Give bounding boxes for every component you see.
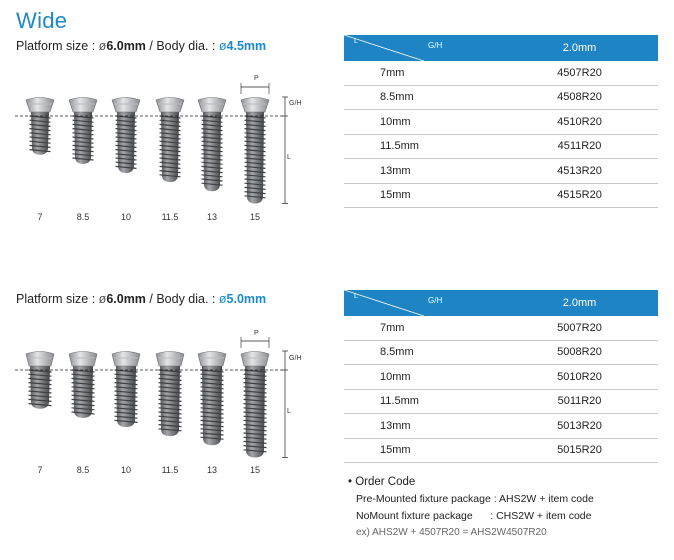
table-row	[344, 365, 658, 390]
implant-fixture	[241, 352, 269, 458]
dim-label-l: L	[287, 408, 291, 415]
fixture-illustration	[0, 72, 320, 212]
fixture-illustration	[0, 326, 320, 466]
fixture-length-label: 7	[37, 212, 43, 222]
table-row	[344, 183, 658, 208]
dim-label-gh: G/H	[289, 355, 302, 362]
spec-table-2	[344, 290, 658, 463]
fixture-length-label: 15	[249, 465, 260, 475]
body-label: Body dia. :	[156, 39, 219, 53]
table-row	[344, 414, 658, 439]
code-cell: 5008R20	[501, 340, 658, 365]
table-row	[344, 134, 658, 159]
fixture-length-label: 8.5	[76, 212, 90, 222]
code-cell: 4511R20	[501, 134, 658, 159]
table-row	[344, 438, 658, 463]
length-cell: 10mm	[344, 110, 501, 135]
code-cell: 4513R20	[501, 159, 658, 184]
table-header-row	[344, 290, 658, 316]
code-cell: 4507R20	[501, 61, 658, 85]
code-cell: 5007R20	[501, 316, 658, 340]
implant-fixture	[198, 352, 226, 446]
dim-label-p: P	[254, 330, 259, 337]
length-cell: 11.5mm	[344, 134, 501, 159]
implant-fixture	[198, 98, 226, 192]
table-row	[344, 389, 658, 414]
diameter-symbol: ø	[218, 292, 227, 306]
spec-line-1	[16, 39, 266, 53]
code-cell: 5010R20	[501, 365, 658, 390]
length-cell: 15mm	[344, 183, 501, 208]
body-value: 4.5mm	[226, 39, 267, 53]
diameter-symbol: ø	[98, 292, 107, 306]
platform-label: Platform size :	[16, 39, 99, 53]
implant-fixture	[156, 352, 184, 437]
fixture-length-label: 13	[206, 212, 217, 222]
length-cell: 8.5mm	[344, 85, 501, 110]
length-cell: 8.5mm	[344, 340, 501, 365]
header-gh: G/H	[428, 296, 443, 305]
code-cell: 4515R20	[501, 183, 658, 208]
dim-label-l: L	[287, 154, 291, 161]
spec-table-1	[344, 35, 658, 208]
table-row	[344, 61, 658, 85]
fixture-length-label: 13	[206, 465, 217, 475]
page-title: Wide	[16, 8, 68, 33]
fixture-length-label: 11.5	[161, 212, 179, 222]
table-header-diagonal-cell	[344, 290, 501, 316]
implant-fixture	[241, 98, 269, 204]
fixture-length-label: 11.5	[161, 465, 179, 475]
length-cell: 15mm	[344, 438, 501, 463]
platform-value: 6.0mm	[106, 39, 146, 53]
implant-fixture	[69, 98, 97, 164]
code-cell: 4510R20	[501, 110, 658, 135]
order-code-block	[348, 476, 594, 538]
platform-label: Platform size :	[16, 292, 99, 306]
code-cell: 5015R20	[501, 438, 658, 463]
length-cell: 13mm	[344, 414, 501, 439]
fixture-length-label: 10	[120, 465, 131, 475]
table-row	[344, 340, 658, 365]
header-value: 2.0mm	[501, 35, 658, 61]
dim-label-gh: G/H	[289, 100, 302, 107]
body-value: 5.0mm	[226, 292, 267, 306]
header-value: 2.0mm	[501, 290, 658, 316]
length-cell: 13mm	[344, 159, 501, 184]
header-gh: G/H	[428, 41, 443, 50]
diagonal-divider	[344, 290, 501, 316]
length-cell: 7mm	[344, 316, 501, 340]
implant-fixture	[26, 98, 54, 155]
platform-value: 6.0mm	[106, 292, 146, 306]
diagonal-divider	[344, 35, 501, 61]
length-cell: 10mm	[344, 365, 501, 390]
separator: /	[145, 39, 157, 53]
order-code-example: ex) AHS2W + 4507R20 = AHS2W4507R20	[356, 527, 547, 538]
separator: /	[145, 292, 157, 306]
body-label: Body dia. :	[156, 292, 219, 306]
table-header-diagonal-cell	[344, 35, 501, 61]
implant-fixture	[156, 98, 184, 183]
implant-fixture	[69, 352, 97, 418]
header-l: L	[354, 293, 358, 300]
code-cell: 5013R20	[501, 414, 658, 439]
fixture-figure-2	[0, 326, 320, 475]
code-cell: 4508R20	[501, 85, 658, 110]
length-cell: 7mm	[344, 61, 501, 85]
table-header-row	[344, 35, 658, 61]
length-cell: 11.5mm	[344, 389, 501, 414]
code-cell: 5011R20	[501, 389, 658, 414]
table-row	[344, 110, 658, 135]
header-l: L	[354, 38, 358, 45]
implant-fixture	[112, 98, 140, 174]
fixture-length-label: 7	[37, 465, 43, 475]
diameter-symbol: ø	[98, 39, 107, 53]
fixture-length-label: 10	[120, 212, 131, 222]
dim-label-p: P	[254, 75, 259, 82]
spec-line-2	[16, 292, 266, 306]
fixture-length-label: 8.5	[76, 465, 90, 475]
table-row	[344, 159, 658, 184]
fixture-length-label: 15	[249, 212, 260, 222]
implant-fixture	[26, 352, 54, 409]
order-code-heading: • Order Code	[348, 476, 416, 488]
order-code-line: NoMount fixture package : CHS2W + item code	[356, 510, 592, 522]
fixture-figure-1	[0, 72, 320, 222]
order-code-line: Pre-Mounted fixture package : AHS2W + item code	[356, 493, 594, 505]
table-row	[344, 85, 658, 110]
table-row	[344, 316, 658, 340]
implant-fixture	[112, 352, 140, 428]
diameter-symbol: ø	[218, 39, 227, 53]
